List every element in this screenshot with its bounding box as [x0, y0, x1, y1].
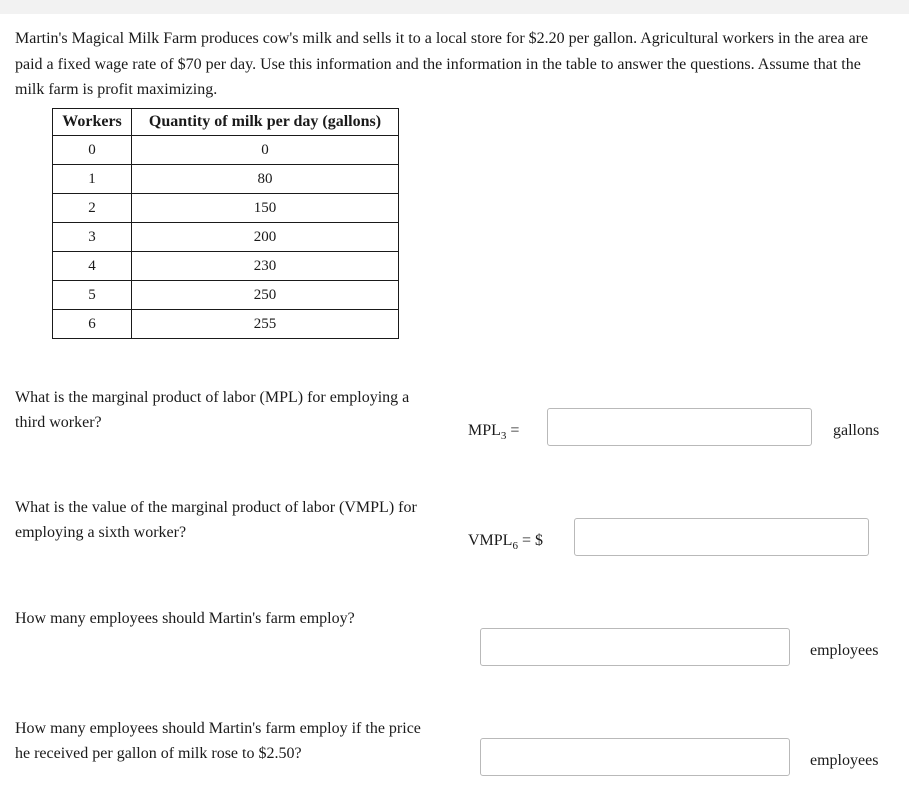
vmpl-label-main: VMPL	[468, 532, 513, 549]
workers-cell: 5	[53, 281, 132, 310]
question-employees: How many employees should Martin's farm employ?	[15, 610, 355, 627]
vmpl-label-equals: = $	[517, 532, 543, 549]
mpl-label	[468, 422, 519, 442]
mpl-unit: gallons	[833, 422, 880, 439]
workers-header: Workers	[53, 109, 132, 136]
question-mpl: What is the marginal product of labor (MPL) for employing a third worker?	[15, 389, 410, 431]
quantity-cell: 255	[132, 310, 399, 339]
employees-price-rise-unit: employees	[810, 752, 879, 769]
table-row	[53, 194, 399, 223]
mpl-label-subscript: 3	[500, 430, 507, 443]
quantity-header: Quantity of milk per day (gallons)	[132, 109, 399, 136]
table-row	[53, 252, 399, 281]
mpl-answer-input[interactable]	[547, 408, 812, 446]
table-row	[53, 165, 399, 194]
workers-cell: 3	[53, 223, 132, 252]
mpl-label-main: MPL	[468, 422, 501, 439]
question-panel	[0, 14, 909, 790]
workers-cell: 0	[53, 136, 132, 165]
table-row	[53, 310, 399, 339]
quantity-cell: 80	[132, 165, 399, 194]
workers-cell: 2	[53, 194, 132, 223]
table-row	[53, 136, 399, 165]
production-table	[52, 108, 399, 339]
quantity-cell: 200	[132, 223, 399, 252]
table-header-row	[53, 109, 399, 136]
workers-cell: 4	[53, 252, 132, 281]
workers-cell: 1	[53, 165, 132, 194]
workers-cell: 6	[53, 310, 132, 339]
table-row	[53, 281, 399, 310]
problem-intro: Martin's Magical Milk Farm produces cow's milk and sells it to a local store for $2.20 per gallon. Agricultural workers in the area are paid a fixed wage rate of $70 per day. Use this information and the information in the table to answer the questions. Assume that the milk farm is profit maximizing.	[15, 30, 869, 98]
question-vmpl: What is the value of the marginal product of labor (VMPL) for employing a sixth worker?	[15, 499, 417, 541]
employees-price-rise-answer-input[interactable]	[480, 738, 790, 776]
mpl-label-equals: =	[506, 422, 520, 439]
table-row	[53, 223, 399, 252]
quantity-cell: 150	[132, 194, 399, 223]
vmpl-label-subscript: 6	[512, 540, 518, 553]
vmpl-label	[468, 532, 543, 552]
quantity-cell: 230	[132, 252, 399, 281]
quantity-cell: 250	[132, 281, 399, 310]
quantity-cell: 0	[132, 136, 399, 165]
question-employees-price-rise: How many employees should Martin's farm employ if the price he received per gallon of milk rose to $2.50?	[15, 720, 421, 762]
employees-unit: employees	[810, 642, 879, 659]
employees-answer-input[interactable]	[480, 628, 790, 666]
vmpl-answer-input[interactable]	[574, 518, 869, 556]
